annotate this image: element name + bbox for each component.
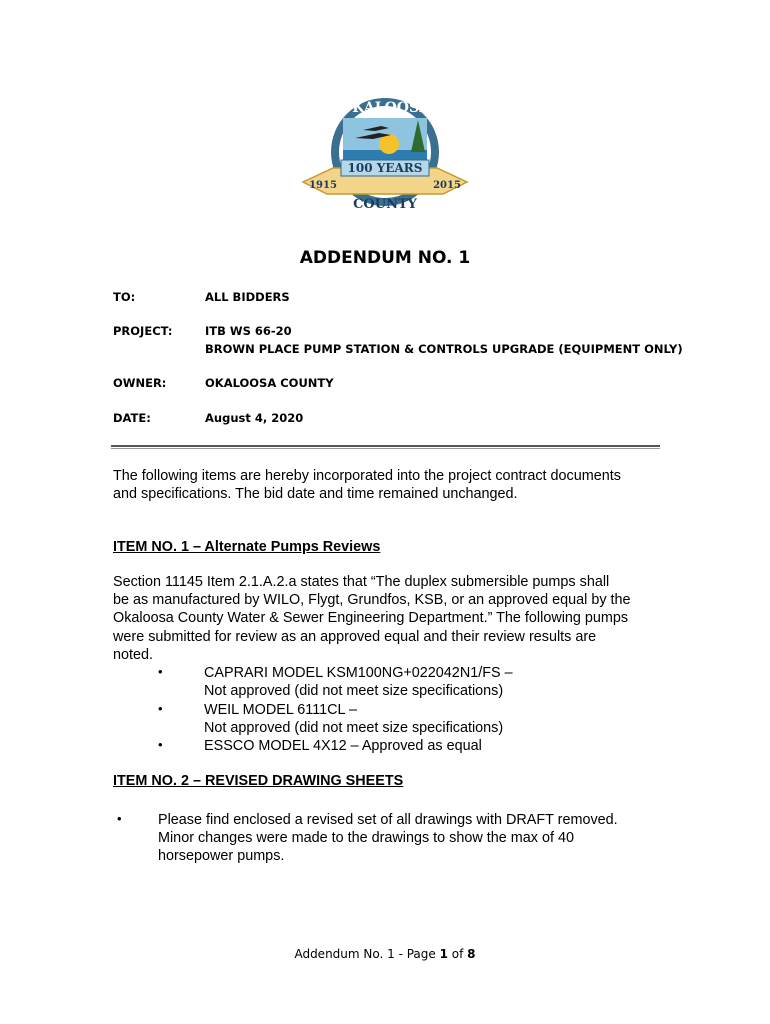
date-label: DATE: <box>113 411 151 425</box>
bullet-item-1-line1: CAPRARI MODEL KSM100NG+022042N1/FS – <box>204 665 513 681</box>
bullet-glyph: • <box>117 811 122 826</box>
seal-banner-text: 100 YEARS <box>347 161 423 175</box>
okaloosa-county-seal-logo <box>293 90 477 220</box>
date-value: August 4, 2020 <box>205 411 304 425</box>
item1-line: be as manufactured by WILO, Flygt, Grundfos, KSB, or an approved equal by the <box>113 592 631 609</box>
item2-heading: ITEM NO. 2 – REVISED DRAWING SHEETS <box>113 773 404 789</box>
seal-year-left: 1915 <box>309 180 337 191</box>
bullet-item-2-line2: Not approved (did not meet size specifications) <box>204 720 504 736</box>
page-footer <box>0 947 770 961</box>
item1-line: noted. <box>113 646 154 663</box>
item2-line: Minor changes were made to the drawings to show the max of 40 <box>158 830 574 846</box>
item2-line: Please find enclosed a revised set of all drawings with DRAFT removed. <box>158 812 618 828</box>
item2-bullet-list <box>0 811 770 871</box>
footer-page-total: 8 <box>467 947 476 961</box>
item1-heading: ITEM NO. 1 – Alternate Pumps Reviews <box>113 539 381 555</box>
bullet-item-2-line1: WEIL MODEL 6111CL – <box>204 702 358 718</box>
document-title: ADDENDUM NO. 1 <box>299 248 471 268</box>
header-divider <box>111 445 660 449</box>
seal-top-text: OKALOOSA <box>340 100 430 116</box>
footer-of: of <box>447 947 468 961</box>
item1-line: Section 11145 Item 2.1.A.2.a states that “The duplex submersible pumps shall <box>113 574 610 590</box>
bullet-glyph: • <box>158 701 163 716</box>
item1-paragraph <box>113 573 673 664</box>
project-value-line1: ITB WS 66-20 <box>205 324 292 338</box>
project-label: PROJECT: <box>113 324 173 338</box>
item1-line: Okaloosa County Water & Sewer Engineering Department.” The following pumps <box>113 610 629 627</box>
intro-line: The following items are hereby incorporated into the project contract documents <box>113 468 621 484</box>
bullet-glyph: • <box>158 664 163 679</box>
owner-label: OWNER: <box>113 376 167 390</box>
intro-line: and specifications. The bid date and time remained unchanged. <box>113 486 518 503</box>
intro-paragraph <box>113 467 673 503</box>
item1-bullet-list <box>0 664 770 764</box>
seal-bottom-text: COUNTY <box>353 197 417 212</box>
project-value-line2: BROWN PLACE PUMP STATION & CONTROLS UPGRADE (EQUIPMENT ONLY) <box>205 342 683 356</box>
bullet-glyph: • <box>158 737 163 752</box>
bullet-item-3-line1: ESSCO MODEL 4X12 – Approved as equal <box>204 738 482 754</box>
item2-line: horsepower pumps. <box>158 848 285 864</box>
item1-line: were submitted for review as an approved equal and their review results are <box>113 628 597 645</box>
footer-page-number: 1 <box>439 947 448 961</box>
footer-prefix: Addendum No. 1 - Page <box>294 947 440 961</box>
bullet-item-1-line2: Not approved (did not meet size specifications) <box>204 683 504 699</box>
seal-year-right: 2015 <box>433 180 461 191</box>
to-value: ALL BIDDERS <box>205 290 290 304</box>
owner-value: OKALOOSA COUNTY <box>205 376 334 390</box>
to-label: TO: <box>113 290 136 304</box>
